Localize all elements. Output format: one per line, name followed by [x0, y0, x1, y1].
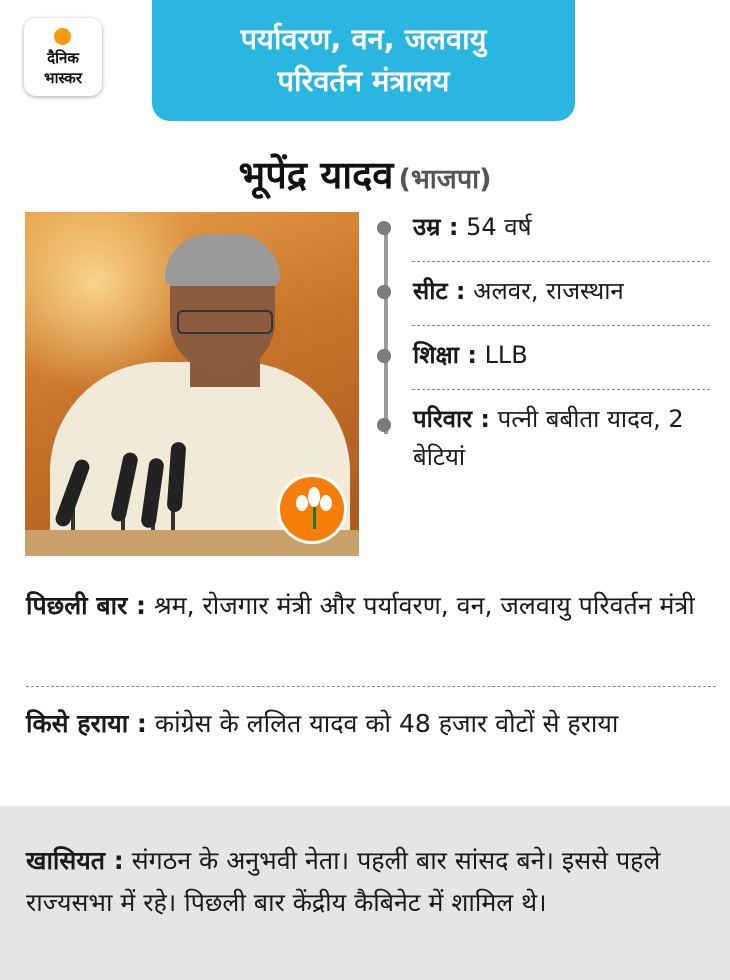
party-name: (भाजपा) [398, 164, 492, 195]
lotus-petal [308, 487, 320, 507]
lotus-petal [320, 495, 332, 511]
dainik-bhaskar-logo [24, 18, 102, 96]
specialty-footer [0, 806, 730, 980]
defeated-info [26, 703, 716, 745]
logo-line-1: दैनिक [47, 49, 79, 67]
defeated-value: कांग्रेस के ललित यादव को 48 हजार वोटों से हराया [154, 709, 619, 738]
timeline-dot [377, 285, 391, 299]
minister-name-heading [0, 148, 730, 200]
previous-term-value: श्रम, रोजगार मंत्री और पर्यावरण, वन, जलवायु परिवर्तन मंत्री [153, 591, 695, 620]
sun-icon [54, 28, 71, 45]
bjp-lotus-icon [277, 474, 347, 544]
previous-term [26, 585, 716, 627]
timeline-dot [377, 349, 391, 363]
info-age-value: 54 वर्ष [466, 213, 532, 241]
info-family-label: परिवार : [413, 405, 490, 433]
defeated-label: किसे हराया : [26, 709, 147, 738]
lotus-stem [313, 507, 316, 529]
specialty-value: संगठन के अनुभवी नेता। पहली बार सांसद बने। इससे पहले राज्यसभा में रहे। पिछली बार केंद्रीय कैबिनेट में शामिल थे। [26, 846, 661, 917]
info-education [413, 336, 713, 374]
timeline-dot [377, 418, 391, 432]
logo-line-2: भास्कर [44, 69, 82, 87]
divider [412, 389, 710, 390]
lotus-petal [296, 495, 308, 511]
info-education-label: शिक्षा : [413, 341, 477, 369]
info-seat-value: अलवर, राजस्थान [473, 277, 624, 305]
info-seat [413, 272, 713, 310]
specialty-label: खासियत : [26, 846, 124, 875]
photo-glasses [177, 310, 273, 334]
info-age-label: उम्र : [413, 213, 459, 241]
specialty-text [26, 840, 716, 924]
info-seat-label: सीट : [413, 277, 466, 305]
info-family-value: पत्नी बबीता यादव, 2 बेटियां [413, 405, 684, 471]
minister-name: भूपेंद्र यादव [238, 153, 394, 197]
ministry-line-2: परिवर्तन मंत्रालय [277, 64, 450, 98]
info-education-value: LLB [484, 341, 528, 369]
divider [412, 325, 710, 326]
photo-hair [165, 234, 280, 286]
ministry-line-1: पर्यावरण, वन, जलवायु [240, 22, 487, 56]
info-age [413, 208, 713, 246]
timeline-dot [377, 221, 391, 235]
previous-term-label: पिछली बार : [26, 591, 147, 620]
ministry-banner [152, 0, 575, 121]
minister-photo [25, 212, 359, 556]
info-timeline [384, 228, 388, 434]
divider [412, 261, 710, 262]
divider [26, 686, 716, 687]
info-family [413, 400, 693, 476]
